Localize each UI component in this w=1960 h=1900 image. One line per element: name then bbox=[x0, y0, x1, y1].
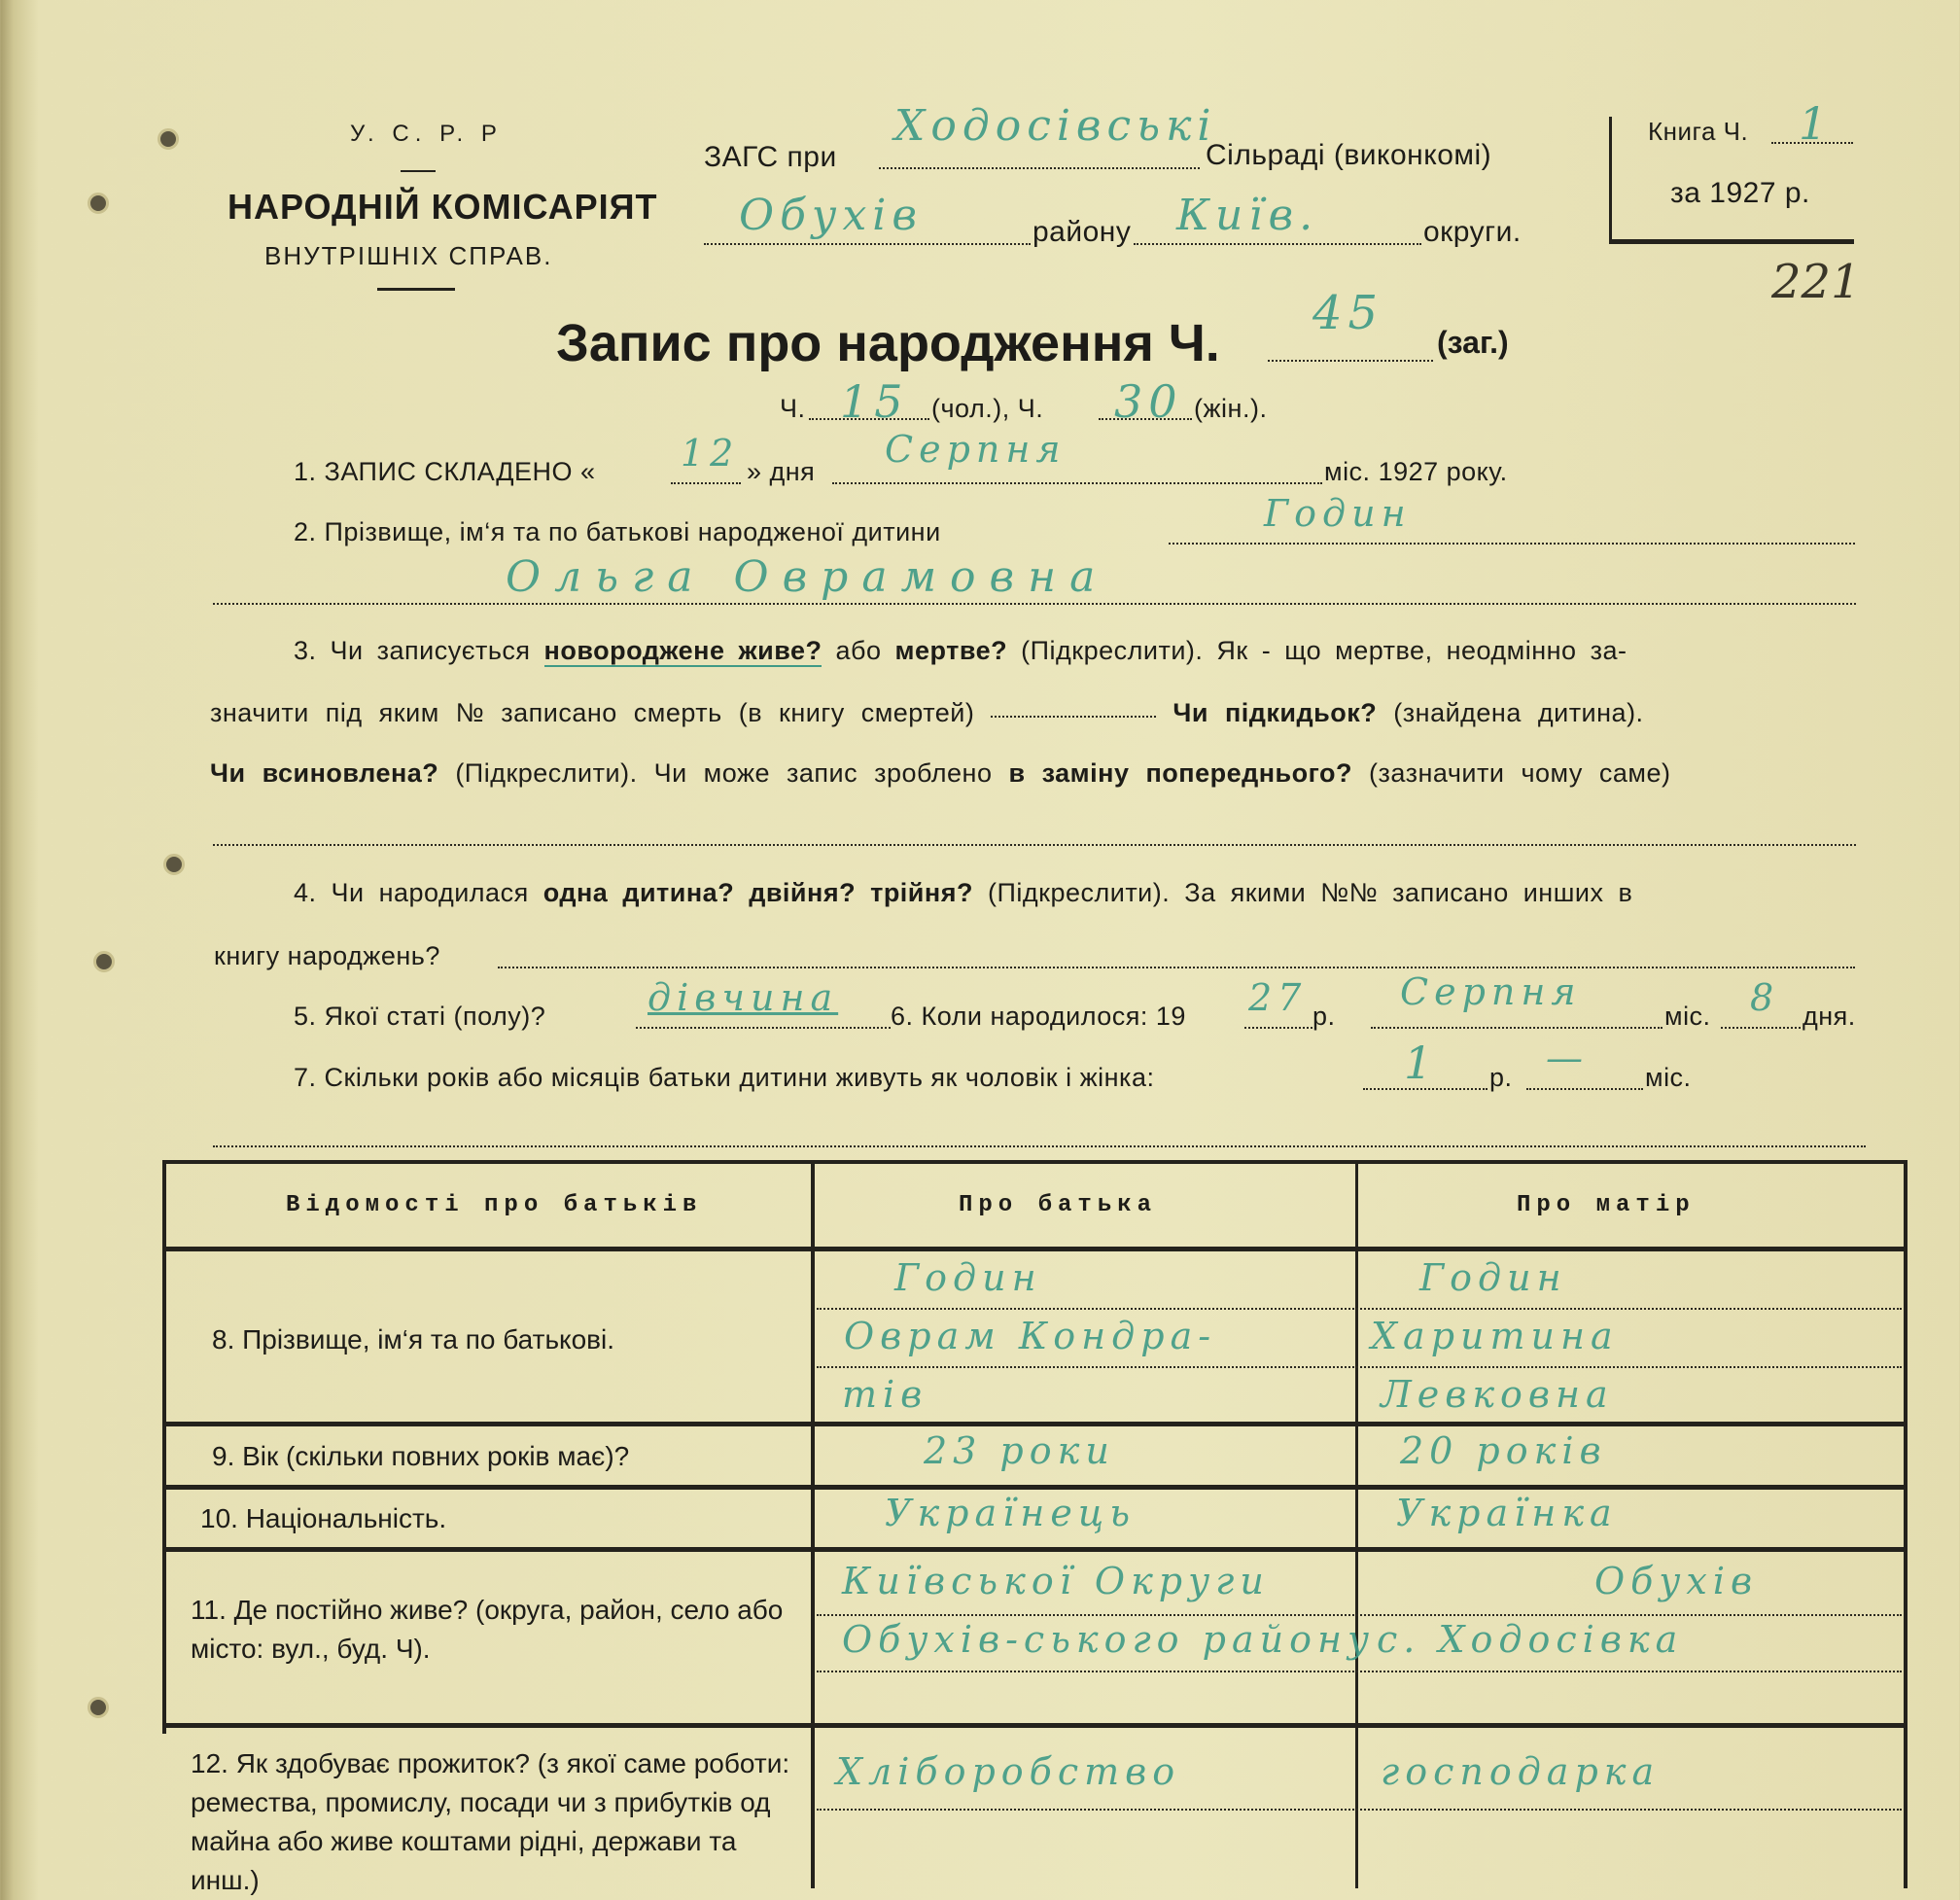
column-divider bbox=[1355, 1160, 1358, 1888]
child-sex: дівчина bbox=[648, 976, 839, 1019]
mother-patronymic: Левковна bbox=[1381, 1373, 1614, 1416]
item7-line bbox=[213, 1145, 1866, 1147]
item4-line bbox=[498, 967, 1855, 968]
binder-hole bbox=[88, 193, 109, 214]
item1-end: міс. 1927 року. bbox=[1324, 457, 1508, 486]
item5-label: 5. Якої статі (полу)? bbox=[294, 1002, 546, 1031]
binder-hole bbox=[88, 1697, 109, 1718]
text: (Підкреслити). Як - що мертве, неодмінно за- bbox=[1021, 636, 1628, 665]
birth-day: 8 bbox=[1750, 976, 1780, 1019]
binder-hole bbox=[93, 951, 115, 972]
zags-suffix: Сільраді (виконкомі) bbox=[1206, 139, 1492, 171]
item3-line bbox=[213, 844, 1856, 846]
item3-line1 bbox=[294, 636, 1627, 666]
item4-line1 bbox=[294, 878, 1632, 908]
item2-label: 2. Прізвище, ім‘я та по батькові народженої дитини bbox=[294, 517, 941, 546]
okruga-line bbox=[1134, 243, 1421, 245]
option-births: одна дитина? двійня? трійня? bbox=[542, 878, 973, 907]
father-name: Оврам Кондра- bbox=[844, 1315, 1217, 1357]
text: 4. Чи народилася bbox=[294, 878, 529, 907]
book-label: Книга Ч. bbox=[1648, 117, 1749, 146]
item2-line bbox=[1169, 543, 1855, 545]
book-box-bottom bbox=[1609, 239, 1854, 244]
column-divider bbox=[811, 1160, 815, 1888]
male-prefix: Ч. bbox=[780, 394, 806, 423]
book-box-left bbox=[1609, 117, 1612, 243]
day-suffix: дня. bbox=[1802, 1002, 1856, 1031]
child-surname: Годин bbox=[1264, 492, 1412, 535]
text: (Підкреслити). Чи може запис зроблено bbox=[455, 758, 993, 788]
father-occupation: Хліборобство bbox=[836, 1750, 1181, 1793]
row-divider bbox=[162, 1247, 1907, 1251]
months-suffix: міс. bbox=[1645, 1063, 1692, 1092]
birth-month: Серпня bbox=[1400, 970, 1582, 1013]
row-divider bbox=[162, 1723, 1907, 1728]
father-residence: Київської Округи bbox=[842, 1560, 1270, 1602]
option-dead: мертве? bbox=[894, 636, 1008, 665]
row11-label: 11. Де постійно живе? (округа, район, село або місто: вул., буд. Ч). bbox=[191, 1595, 784, 1664]
commissariat-title: НАРОДНІЙ КОМІСАРІЯТ bbox=[228, 187, 658, 227]
item1-month: Серпня bbox=[885, 428, 1067, 471]
record-number: 45 bbox=[1312, 286, 1384, 340]
row-divider bbox=[162, 1485, 1907, 1490]
okruga-value: Київ. bbox=[1176, 191, 1319, 240]
item1-month-line bbox=[832, 482, 1322, 484]
text: значити під яким № записано смерть (в книгу смертей) bbox=[210, 698, 975, 727]
birth-year-line bbox=[1244, 1027, 1312, 1029]
female-number: 30 bbox=[1114, 375, 1183, 428]
record-number-line bbox=[1268, 360, 1433, 362]
row8-label: 8. Прізвище, ім‘я та по батькові. bbox=[212, 1324, 615, 1355]
months-line bbox=[1526, 1088, 1643, 1090]
text: (Підкреслити). За якими №№ записано инших в bbox=[987, 878, 1633, 907]
item3-line2 bbox=[210, 698, 1644, 728]
item1-label: 1. ЗАПИС СКЛАДЕНО « bbox=[294, 457, 596, 486]
mother-name: Харитина bbox=[1371, 1315, 1619, 1357]
header-mother: Про матір bbox=[1517, 1192, 1696, 1218]
row10-label: 10. Національність. bbox=[200, 1503, 447, 1533]
mother-residence: Обухів bbox=[1594, 1560, 1759, 1602]
rayon-line bbox=[704, 243, 1031, 245]
mother-age: 20 років bbox=[1400, 1429, 1607, 1472]
row9-label: 9. Вік (скільки повних років має)? bbox=[212, 1441, 630, 1471]
text: або bbox=[835, 636, 882, 665]
entry-line bbox=[817, 1308, 1902, 1310]
mother-residence-cont: с. Ходосівка bbox=[1377, 1618, 1684, 1661]
item7-label: 7. Скільки років або місяців батьки дитини живуть як чоловік і жінка: bbox=[294, 1063, 1155, 1092]
text: (знайдена дитина). bbox=[1393, 698, 1644, 727]
marriage-years: 1 bbox=[1404, 1037, 1439, 1089]
entry-line bbox=[817, 1366, 1902, 1368]
text: (зазначити чому саме) bbox=[1369, 758, 1671, 788]
female-suffix: (жін.). bbox=[1194, 394, 1268, 423]
death-number-line bbox=[991, 716, 1156, 718]
row-divider bbox=[162, 1547, 1907, 1552]
divider bbox=[401, 170, 436, 172]
years-suffix: р. bbox=[1489, 1063, 1513, 1092]
item3-line3 bbox=[210, 758, 1670, 789]
entry-line bbox=[817, 1614, 1902, 1616]
item1-day: 12 bbox=[681, 432, 740, 475]
birth-month-line bbox=[1371, 1027, 1662, 1029]
zags-prefix: ЗАГС при bbox=[704, 141, 837, 173]
zags-line bbox=[879, 167, 1200, 169]
option-foundling: Чи підкидьок? bbox=[1172, 698, 1378, 727]
month-suffix: міс. bbox=[1664, 1002, 1711, 1031]
item5-line bbox=[636, 1027, 891, 1029]
father-name-cont: тів bbox=[842, 1373, 928, 1416]
page-number: 221 bbox=[1771, 255, 1861, 309]
mother-surname: Годин bbox=[1419, 1256, 1567, 1299]
option-alive: новороджене живе? bbox=[543, 636, 822, 665]
birth-year: 27 bbox=[1248, 976, 1308, 1019]
header-parents-info: Відомості про батьків bbox=[286, 1192, 703, 1218]
male-suffix: (чол.), Ч. bbox=[931, 394, 1044, 423]
year-suffix: р. bbox=[1312, 1002, 1336, 1031]
divider bbox=[377, 288, 455, 291]
father-nationality: Українець bbox=[885, 1492, 1137, 1534]
item6-label: 6. Коли народилося: 19 bbox=[891, 1002, 1186, 1031]
item1-day-line bbox=[671, 482, 741, 484]
binder-hole bbox=[158, 128, 179, 150]
item4-line2: книгу народжень? bbox=[214, 941, 440, 970]
mother-occupation: господарка bbox=[1381, 1750, 1661, 1793]
book-value: 1 bbox=[1799, 97, 1834, 150]
marriage-months: — bbox=[1546, 1037, 1589, 1079]
birth-day-line bbox=[1721, 1027, 1801, 1029]
text: 3. Чи записується bbox=[294, 636, 531, 665]
entry-line bbox=[817, 1671, 1902, 1672]
male-number: 15 bbox=[840, 375, 909, 428]
rayon-value: Обухів bbox=[739, 191, 923, 240]
item1-mid: » дня bbox=[747, 457, 816, 486]
entry-line bbox=[817, 1809, 1902, 1811]
header-father: Про батька bbox=[959, 1192, 1158, 1218]
option-replacement: в заміну попереднього? bbox=[1008, 758, 1353, 788]
book-year: за 1927 р. bbox=[1670, 177, 1810, 209]
option-adopted: Чи всиновлена? bbox=[210, 758, 439, 788]
okruga-label: округи. bbox=[1423, 216, 1522, 248]
rayon-label: району bbox=[1032, 216, 1132, 248]
child-name: Ольга Оврамовна bbox=[506, 552, 1109, 602]
father-residence-cont: Обухів-ського району bbox=[842, 1618, 1376, 1661]
table-right bbox=[1904, 1160, 1908, 1888]
row12-label: 12. Як здобуває прожиток? (з якої саме роботи: ремества, промислу, посади чи з прибутків од майна або живе коштами рідні, держави та инш.) bbox=[191, 1748, 790, 1895]
zags-value: Ходосівські bbox=[894, 101, 1217, 151]
father-age: 23 роки bbox=[924, 1429, 1115, 1472]
record-suffix: (заг.) bbox=[1437, 325, 1509, 360]
row-divider bbox=[162, 1422, 1907, 1426]
father-surname: Годин bbox=[894, 1256, 1042, 1299]
record-title: Запис про народження Ч. bbox=[556, 314, 1220, 372]
binder-hole bbox=[163, 854, 185, 875]
child-name-line bbox=[213, 603, 1856, 605]
mother-nationality: Українка bbox=[1396, 1492, 1618, 1534]
commissariat-subtitle: ВНУТРІШНІХ СПРАВ. bbox=[264, 241, 553, 270]
table-top bbox=[162, 1160, 1907, 1164]
republic-label: У. С. Р. Р bbox=[350, 121, 503, 147]
